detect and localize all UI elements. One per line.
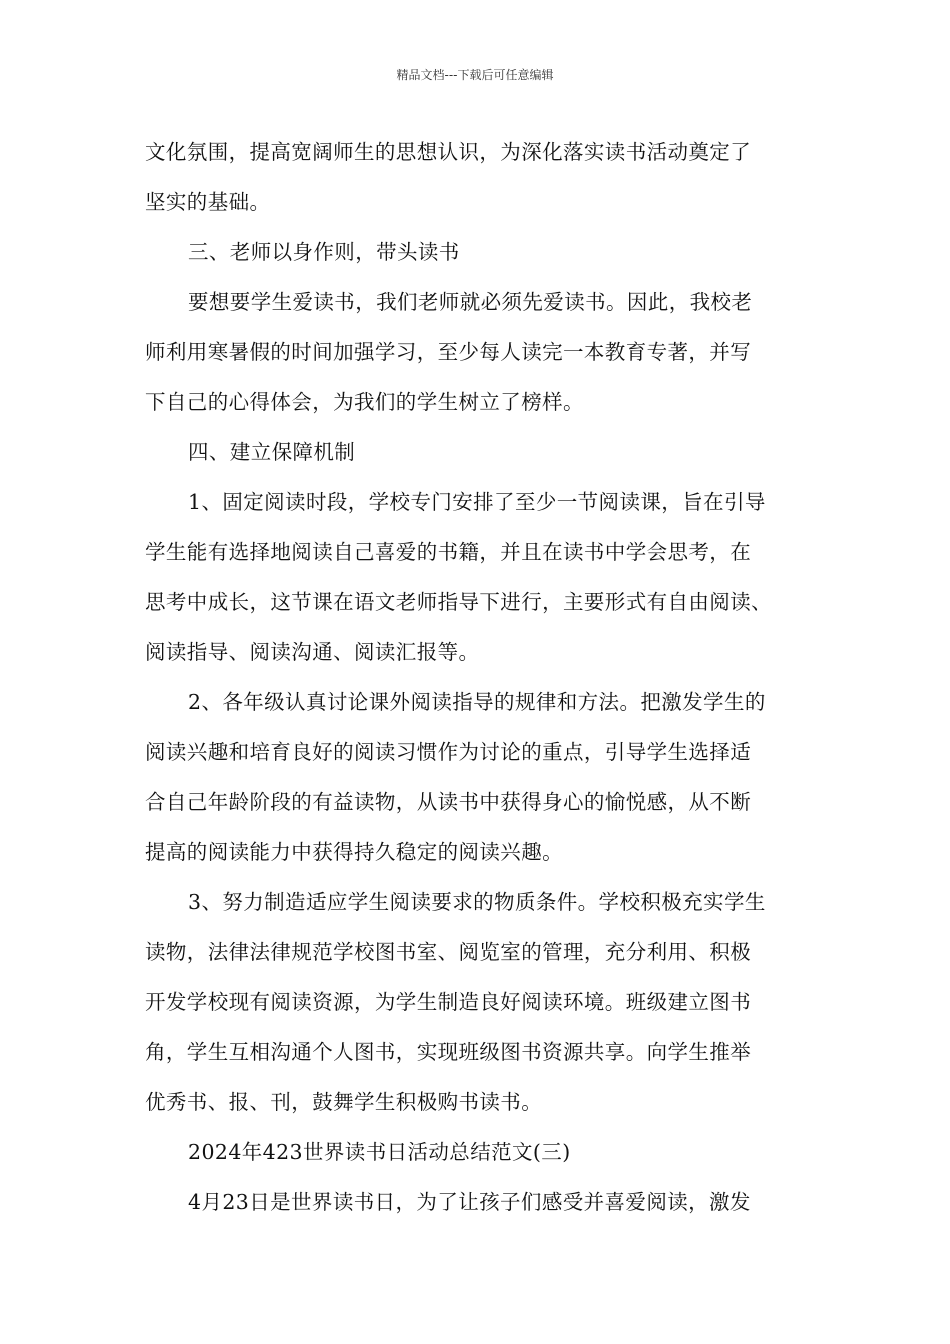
body-line: 师利用寒暑假的时间加强学习，至少每人读完一本教育专著，并写 — [145, 340, 752, 364]
body-line: 开发学校现有阅读资源，为学生制造良好阅读环境。班级建立图书 — [145, 990, 752, 1014]
section-heading: 四、建立保障机制 — [188, 440, 356, 464]
body-line: 角，学生互相沟通个人图书，实现班级图书资源共享。向学生推举 — [145, 1040, 752, 1064]
body-line: 学生能有选择地阅读自己喜爱的书籍，并且在读书中学会思考，在 — [145, 540, 752, 564]
body-line: 下自己的心得体会，为我们的学生树立了榜样。 — [145, 390, 584, 414]
body-line: 1、固定阅读时段，学校专门安排了至少一节阅读课，旨在引导 — [188, 490, 766, 514]
body-line: 2、各年级认真讨论课外阅读指导的规律和方法。把激发学生的 — [188, 690, 766, 714]
section-heading: 三、老师以身作则，带头读书 — [188, 240, 460, 264]
body-line: 坚实的基础。 — [145, 190, 271, 214]
body-line: 4月23日是世界读书日，为了让孩子们感受并喜爱阅读，激发 — [188, 1190, 751, 1214]
body-line: 读物，法律法律规范学校图书室、阅览室的管理，充分利用、积极 — [145, 940, 752, 964]
body-line: 文化氛围，提高宽阔师生的思想认识，为深化落实读书活动奠定了 — [145, 140, 752, 164]
body-line: 提高的阅读能力中获得持久稳定的阅读兴趣。 — [145, 840, 563, 864]
document-body — [145, 127, 805, 1227]
page-header: 精品文档---下载后可任意编辑 — [396, 68, 554, 82]
body-line: 合自己年龄阶段的有益读物，从读书中获得身心的愉悦感，从不断 — [145, 790, 752, 814]
body-line: 阅读指导、阅读沟通、阅读汇报等。 — [145, 640, 480, 664]
body-line: 优秀书、报、刊，鼓舞学生积极购书读书。 — [145, 1090, 543, 1114]
body-line: 3、努力制造适应学生阅读要求的物质条件。学校积极充实学生 — [188, 890, 766, 914]
body-line: 阅读兴趣和培育良好的阅读习惯作为讨论的重点，引导学生选择适 — [145, 740, 752, 764]
body-line: 要想要学生爱读书，我们老师就必须先爱读书。因此，我校老 — [188, 290, 753, 314]
body-line: 思考中成长，这节课在语文老师指导下进行，主要形式有自由阅读、 — [145, 590, 772, 614]
article-title: 2024年423世界读书日活动总结范文(三) — [188, 1140, 571, 1164]
